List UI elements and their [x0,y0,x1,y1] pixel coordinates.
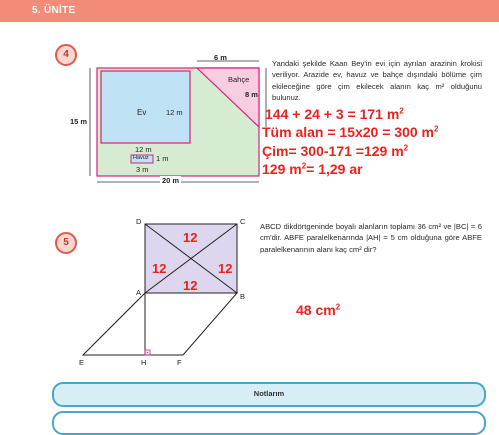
label-bahce-height: 8 m [245,90,258,99]
question-4-text: Yandaki şekilde Kaan Bey'in evi için ayrılan arazinin krokisi veriliyor. Arazide ev, havuz ve bahçe dışındaki bölüme çim ekileceğine göre çim ekilecek alanın kaç m² olduğunu bulunuz. [272,59,482,103]
point-a: A [136,288,142,297]
unit-title: 5. ÜNİTE [32,5,76,16]
region-value-right: 12 [218,261,233,276]
label-ev-right: 12 m [166,108,183,117]
point-c: C [240,217,246,226]
point-f: F [177,358,182,367]
question-5-answer: 48 $cm^2$ [296,302,341,318]
label-width-bottom: 20 m [162,176,180,185]
label-ev-bottom: 12 m [135,145,152,154]
notes-area [52,411,486,435]
label-havuz-width: 3 m [136,165,149,174]
parallelogram-abfe [83,293,237,355]
question-5-number: 5 [55,232,77,254]
question-4-number: 4 [55,44,77,66]
question-5-text: ABCD dikdörtgeninde boyalı alanların toplamı 36 cm² ve |BC| = 6 cm'dir. ABFE paralelkenarında |AH| = 5 cm olduğuna göre ABFE paralelkenarının alanı kaç cm² dir? [260,222,482,254]
answer-line-2: Tüm alan = 15x20 = 300 $m^2$ [262,124,439,140]
point-h: H [141,358,147,367]
label-bahce: Bahçe [228,75,250,84]
region-value-top: 12 [183,230,198,245]
label-havuz: Havuz [133,155,149,161]
house-rect [101,71,190,143]
point-b: B [240,292,246,301]
label-height-left: 15 m [70,117,88,126]
notes-bar [52,382,486,407]
label-havuz-height: 1 m [156,154,169,163]
answer-line-3: Çim= 300-171 =129 $m^2$ [262,143,409,159]
answer-line-4: 129 $m^2= 1,29$ ar [262,161,363,177]
answer-line-1: 144 + 24 + 3 = 171 $m^2$ [265,106,404,122]
point-d: D [136,217,142,226]
label-ev: Ev [137,108,147,117]
region-value-bottom: 12 [183,278,198,293]
point-e: E [79,358,85,367]
region-value-left: 12 [152,261,167,276]
notes-label: Notlarım [253,389,285,398]
label-width-top: 6 m [214,53,227,62]
